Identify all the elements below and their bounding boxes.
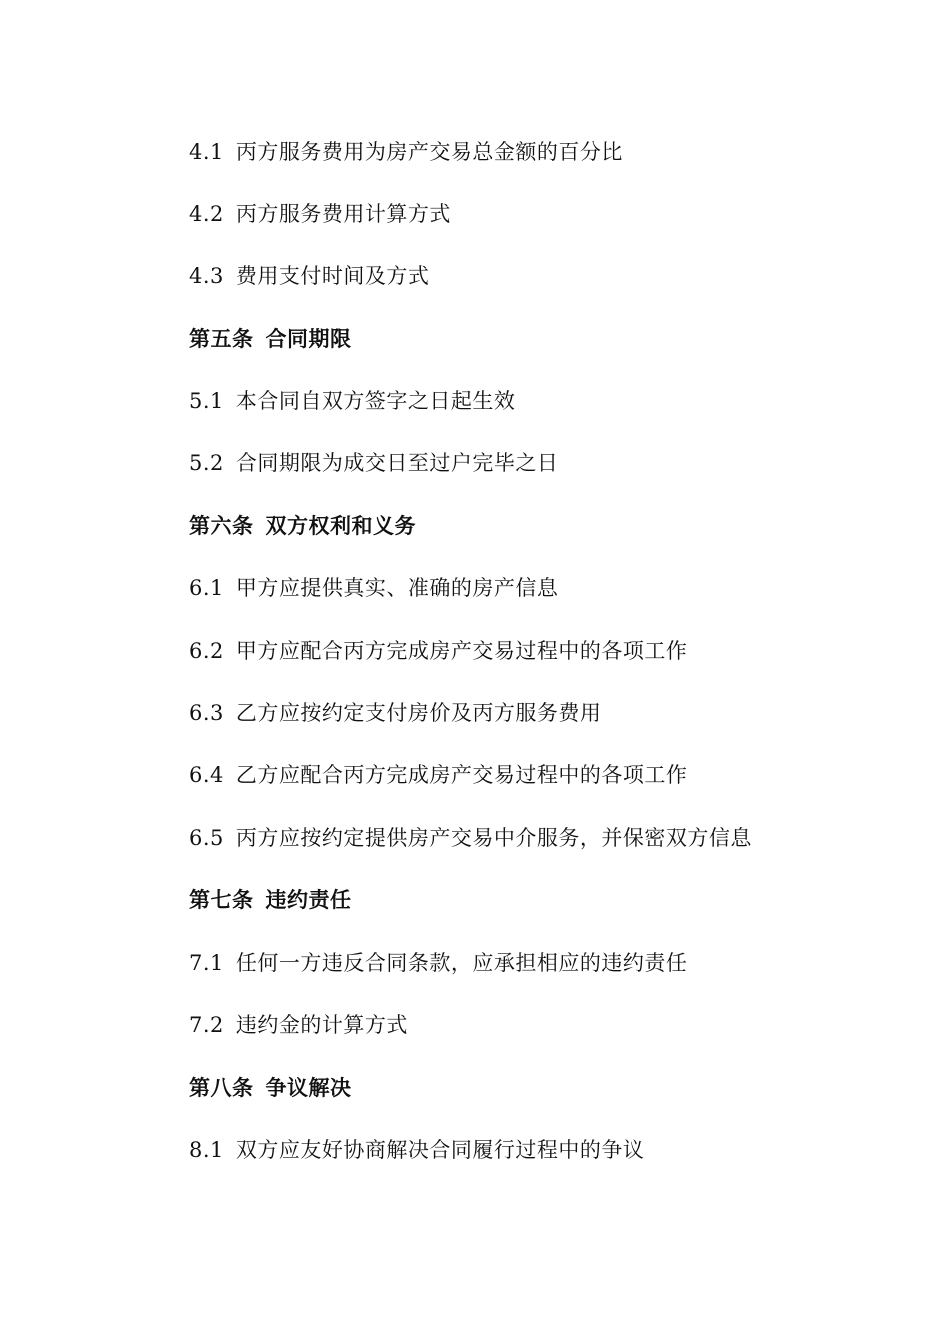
section-title: 违约责任	[265, 888, 352, 912]
clause-6-1	[189, 573, 558, 603]
clause-text: 丙方服务费用为房产交易总金额的百分比	[235, 140, 623, 164]
section-number: 第六条	[189, 514, 254, 538]
section-heading-6	[189, 511, 416, 541]
section-title: 双方权利和义务	[265, 514, 416, 538]
clause-number: 5.1	[189, 389, 224, 413]
clause-text: 乙方应按约定支付房价及丙方服务费用	[235, 701, 602, 725]
section-number: 第八条	[189, 1076, 254, 1100]
clause-5-1	[189, 386, 515, 416]
clause-number: 5.2	[189, 451, 224, 475]
clause-6-4	[189, 760, 687, 790]
clause-6-5	[189, 823, 752, 853]
clause-7-1	[189, 948, 687, 978]
clause-text: 费用支付时间及方式	[235, 264, 430, 288]
clause-text: 合同期限为成交日至过户完毕之日	[235, 451, 559, 475]
clause-text: 丙方应按约定提供房产交易中介服务，并保密双方信息	[235, 826, 752, 850]
clause-8-1	[189, 1135, 644, 1165]
clause-number: 4.2	[189, 202, 224, 226]
section-heading-7	[189, 885, 352, 915]
clause-6-3	[189, 698, 601, 728]
clause-text: 违约金的计算方式	[235, 1013, 408, 1037]
clause-text: 任何一方违反合同条款，应承担相应的违约责任	[235, 951, 688, 975]
clause-6-2	[189, 636, 687, 666]
clause-number: 6.2	[189, 639, 224, 663]
clause-number: 4.1	[189, 140, 224, 164]
clause-4-3	[189, 261, 429, 291]
clause-number: 7.1	[189, 951, 224, 975]
section-title: 合同期限	[265, 327, 352, 351]
clause-text: 乙方应配合丙方完成房产交易过程中的各项工作	[235, 763, 688, 787]
section-number: 第五条	[189, 327, 254, 351]
clause-number: 4.3	[189, 264, 224, 288]
clause-4-1	[189, 137, 623, 167]
clause-text: 丙方服务费用计算方式	[235, 202, 451, 226]
clause-text: 本合同自双方签字之日起生效	[235, 389, 516, 413]
clause-number: 6.1	[189, 576, 224, 600]
clause-4-2	[189, 199, 451, 229]
clause-7-2	[189, 1010, 408, 1040]
clause-text: 双方应友好协商解决合同履行过程中的争议	[235, 1138, 645, 1162]
clause-text: 甲方应配合丙方完成房产交易过程中的各项工作	[235, 639, 688, 663]
section-heading-5	[189, 324, 352, 354]
clause-5-2	[189, 448, 558, 478]
section-number: 第七条	[189, 888, 254, 912]
section-title: 争议解决	[265, 1076, 352, 1100]
clause-number: 6.3	[189, 701, 224, 725]
clause-number: 6.5	[189, 826, 224, 850]
section-heading-8	[189, 1073, 352, 1103]
clause-text: 甲方应提供真实、准确的房产信息	[235, 576, 559, 600]
clause-number: 6.4	[189, 763, 224, 787]
clause-number: 8.1	[189, 1138, 224, 1162]
clause-number: 7.2	[189, 1013, 224, 1037]
